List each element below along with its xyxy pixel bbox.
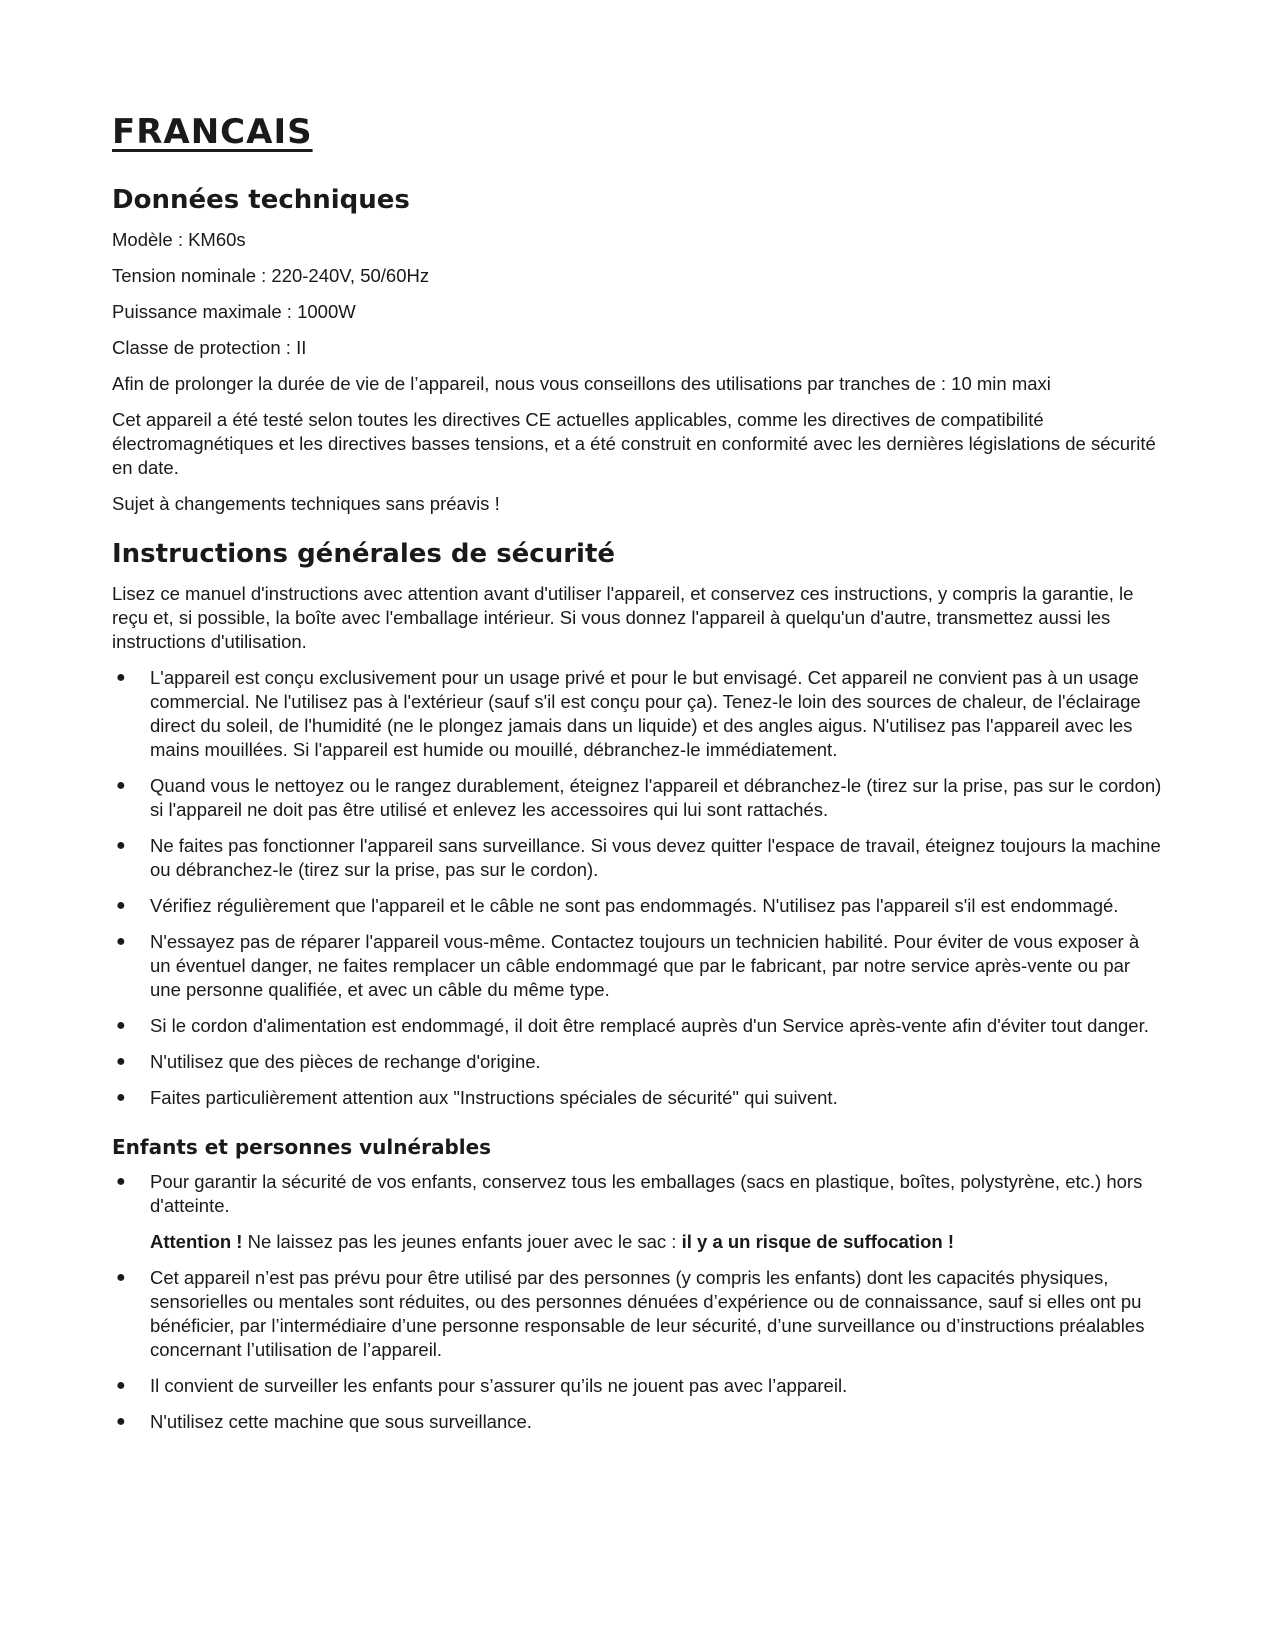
children-heading: Enfants et personnes vulnérables: [112, 1135, 492, 1159]
attention-note: [112, 1230, 1164, 1254]
list-item: [112, 1374, 1164, 1398]
list-item-text: Faites particulièrement attention aux "Instructions spéciales de sécurité" qui suivent.: [150, 1087, 838, 1108]
spec-protection-class: Classe de protection : II: [112, 337, 307, 358]
spec-power: Puissance maximale : 1000W: [112, 301, 356, 322]
safety-intro: Lisez ce manuel d'instructions avec attention avant d'utiliser l'appareil, et conservez ces instructions, y compris la garantie, le reçu et, si possible, la boîte avec l'emballage intérieur. Si vous donnez l'appareil à quelqu'un d'autre, transmettez aussi les instructions d'utilisation.: [112, 583, 1134, 652]
list-item: [112, 1266, 1164, 1362]
spec-voltage: Tension nominale : 220-240V, 50/60Hz: [112, 265, 430, 286]
safety-list: [112, 666, 1164, 1110]
list-item-text: Il convient de surveiller les enfants pour s’assurer qu’ils ne jouent pas avec l’appareil.: [150, 1375, 848, 1396]
list-item: [112, 1050, 1164, 1074]
general-safety-heading: Instructions générales de sécurité: [112, 539, 616, 569]
bullet-icon: ●: [116, 837, 126, 854]
list-item-text: Ne faites pas fonctionner l'appareil sans surveillance. Si vous devez quitter l'espace de travail, éteignez toujours la machine ou débranchez-le (tirez sur la prise, pas sur le cordon).: [150, 835, 1161, 880]
list-item-text: Cet appareil n’est pas prévu pour être utilisé par des personnes (y compris les enfants) dont les capacités physiques, sensorielles ou mentales sont réduites, ou des personnes dénuées d’expérience ou de connaissance, sauf si elles ont pu bénéficier, par l’intermédiaire d’une personne responsable de leur sécurité, d’une surveillance ou d’instructions préalables concernant l’utilisation de l’appareil.: [150, 1267, 1145, 1360]
document-page: [112, 108, 1164, 1446]
bullet-icon: ●: [116, 1269, 126, 1286]
list-item: [112, 1086, 1164, 1110]
bullet-icon: ●: [116, 897, 126, 914]
list-item-text: L'appareil est conçu exclusivement pour un usage privé et pour le but envisagé. Cet appareil ne convient pas à un usage commercial. Ne l'utilisez pas à l'extérieur (sauf s'il est conçu pour ça). Tenez-le loin des sources de chaleur, de l'éclairage direct du soleil, de l'humidité (ne le plongez jamais dans un liquide) et des angles aigus. N'utilisez pas l'appareil avec les mains mouillées. Si l'appareil est humide ou mouillé, débranchez-le immédiatement.: [150, 667, 1141, 760]
bullet-icon: ●: [116, 777, 126, 794]
list-item-text: Vérifiez régulièrement que l'appareil et le câble ne sont pas endommagés. N'utilisez pas l'appareil s'il est endommagé.: [150, 895, 1119, 916]
list-item-text: Si le cordon d'alimentation est endommagé, il doit être remplacé auprès d'un Service après-vente afin d'éviter tout danger.: [150, 1015, 1149, 1036]
list-item-text: Pour garantir la sécurité de vos enfants, conservez tous les emballages (sacs en plastique, boîtes, polystyrène, etc.) hors d'atteinte.: [150, 1171, 1143, 1216]
bullet-icon: ●: [116, 1413, 126, 1430]
bullet-icon: ●: [116, 1173, 126, 1190]
usage-duration-note: Afin de prolonger la durée de vie de l’appareil, nous vous conseillons des utilisations par tranches de : 10 min maxi: [112, 373, 1051, 394]
list-item: [112, 1014, 1164, 1038]
tech-data-heading: Données techniques: [112, 185, 410, 215]
technical-changes-note: Sujet à changements techniques sans préavis !: [112, 493, 500, 514]
list-item: [112, 666, 1164, 762]
attention-label: Attention !: [150, 1231, 243, 1252]
suffocation-warning: il y a un risque de suffocation !: [681, 1231, 954, 1252]
attention-text: Ne laissez pas les jeunes enfants jouer avec le sac :: [242, 1231, 682, 1252]
list-item-text: N'utilisez que des pièces de rechange d'origine.: [150, 1051, 541, 1072]
ce-compliance-note: Cet appareil a été testé selon toutes les directives CE actuelles applicables, comme les directives de compatibilité électromagnétiques et les directives basses tensions, et a été construit en conformité avec les dernières législations de sécurité en date.: [112, 409, 1156, 478]
list-item: [112, 774, 1164, 822]
bullet-icon: ●: [116, 933, 126, 950]
list-item: [112, 1170, 1164, 1218]
list-item: [112, 930, 1164, 1002]
list-item-text: N'essayez pas de réparer l'appareil vous-même. Contactez toujours un technicien habilité. Pour éviter de vous exposer à un éventuel danger, ne faites remplacer un câble endommagé que par le fabricant, par notre service après-vente ou par une personne qualifiée, et avec un câble du même type.: [150, 931, 1140, 1000]
bullet-icon: ●: [116, 669, 126, 686]
children-list: [112, 1170, 1164, 1218]
list-item: [112, 1410, 1164, 1434]
bullet-icon: ●: [116, 1089, 126, 1106]
list-item: [112, 894, 1164, 918]
list-item-text: Quand vous le nettoyez ou le rangez durablement, éteignez l'appareil et débranchez-le (tirez sur la prise, pas sur le cordon) si l'appareil ne doit pas être utilisé et enlevez les accessoires qui lui sont rattachés.: [150, 775, 1162, 820]
spec-model: Modèle : KM60s: [112, 229, 246, 250]
bullet-icon: ●: [116, 1017, 126, 1034]
language-title: FRANCAIS: [112, 112, 313, 152]
list-item: [112, 834, 1164, 882]
bullet-icon: ●: [116, 1377, 126, 1394]
children-list-continued: [112, 1266, 1164, 1434]
bullet-icon: ●: [116, 1053, 126, 1070]
list-item-text: N'utilisez cette machine que sous surveillance.: [150, 1411, 532, 1432]
